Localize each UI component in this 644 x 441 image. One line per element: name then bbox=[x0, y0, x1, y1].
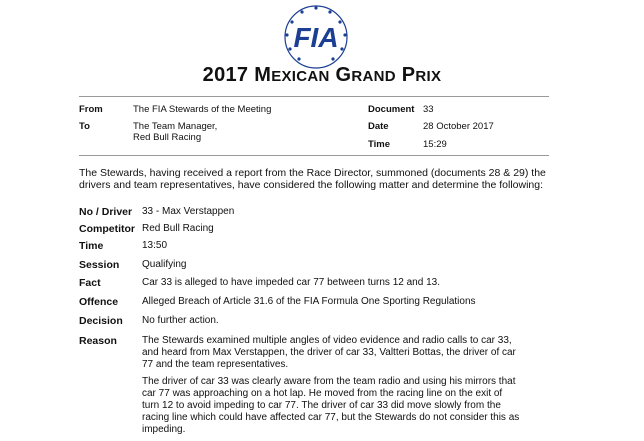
offence-value: Alleged Breach of Article 31.6 of the FIA Formula One Sporting Regulations bbox=[142, 296, 476, 307]
title-year: 2017 bbox=[202, 64, 249, 86]
document-label: Document bbox=[368, 104, 415, 115]
title-word2-rest: RAND bbox=[351, 68, 396, 85]
title-word3-rest: RIX bbox=[415, 68, 442, 85]
incident-time-label: Time bbox=[79, 240, 104, 252]
fact-label: Fact bbox=[79, 277, 101, 289]
reason-paragraph-1: The Stewards examined multiple angles of video evidence and radio calls to car 33, and heard from Max Verstappen, the driver of car 33, Valtteri Bottas, the driver of car 77 and the team representatives. bbox=[142, 335, 516, 370]
driver-label: No / Driver bbox=[79, 206, 133, 218]
session-label: Session bbox=[79, 259, 120, 271]
title-word2-initial: G bbox=[335, 64, 352, 86]
to-value-line1: The Team Manager, bbox=[133, 121, 218, 132]
to-label: To bbox=[79, 121, 90, 132]
title-word3-initial: P bbox=[401, 64, 416, 86]
competitor-label: Competitor bbox=[79, 223, 135, 235]
from-value: The FIA Stewards of the Meeting bbox=[133, 104, 272, 115]
page-title bbox=[0, 64, 644, 87]
title-word1-initial: M bbox=[254, 64, 272, 86]
competitor-value: Red Bull Racing bbox=[142, 223, 214, 234]
time-label: Time bbox=[368, 139, 391, 150]
reason-body bbox=[142, 335, 522, 441]
fia-logo bbox=[256, 4, 376, 70]
fia-logo-text: FIA bbox=[293, 22, 339, 53]
decision-label: Decision bbox=[79, 315, 123, 327]
header-top-divider bbox=[79, 96, 549, 97]
reason-paragraph-2: The driver of car 33 was clearly aware from the team radio and using his mirrors that car 77 was approaching on a hot lap. He moved from the racing line on the exit of turn 12 to avoid impeding to car 77. The driver of car 33 did move slowly from the racing line which could have affected car 77, but the Stewards do not consider this as impeding. bbox=[142, 376, 520, 435]
date-label: Date bbox=[368, 121, 389, 132]
title-word1-rest: EXICAN bbox=[271, 68, 330, 85]
date-value: 28 October 2017 bbox=[423, 121, 494, 132]
session-value: Qualifying bbox=[142, 259, 187, 270]
reason-label: Reason bbox=[79, 335, 117, 347]
driver-value: 33 - Max Verstappen bbox=[142, 206, 235, 217]
header-bottom-divider bbox=[79, 155, 549, 156]
time-value: 15:29 bbox=[423, 139, 447, 150]
document-value: 33 bbox=[423, 104, 434, 115]
decision-value: No further action. bbox=[142, 315, 219, 326]
intro-paragraph: The Stewards, having received a report from the Race Director, summoned (documents 28 & 29) the drivers and team representatives, have considered the following matter and determine the following: bbox=[79, 167, 546, 191]
offence-label: Offence bbox=[79, 296, 119, 308]
to-value-line2: Red Bull Racing bbox=[133, 132, 202, 143]
incident-time-value: 13:50 bbox=[142, 240, 168, 251]
from-label: From bbox=[79, 104, 103, 115]
fact-value: Car 33 is alleged to have impeded car 77 between turns 12 and 13. bbox=[142, 277, 440, 288]
